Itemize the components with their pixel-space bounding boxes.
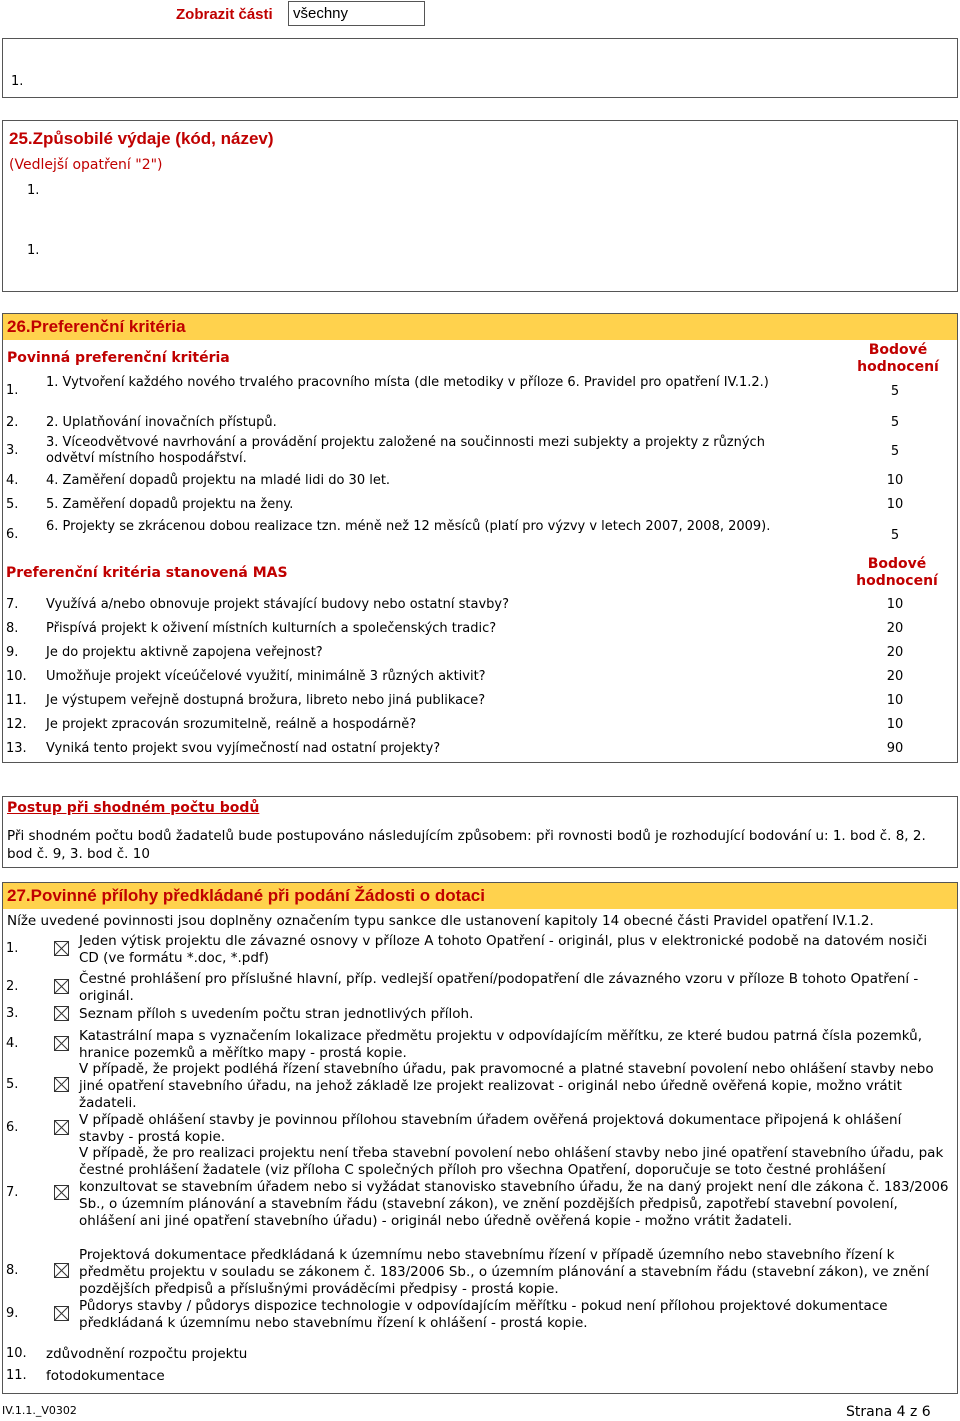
attachment-number: 5. xyxy=(6,1077,19,1092)
criterion-number: 6. xyxy=(6,527,19,542)
checked-checkbox-icon[interactable] xyxy=(54,1185,69,1200)
section-27-header xyxy=(3,883,957,909)
criterion-points: 5 xyxy=(890,415,900,430)
mas-criterion-points: 20 xyxy=(886,621,904,636)
show-parts-label: Zobrazit části xyxy=(176,6,273,23)
tie-text: Při shodném počtu bodů žadatelů bude postupováno následujícím způsobem: při rovnosti bodů je rozhodující bodování u: 1. bod č. 8, 2. bod č. 9, 3. bod č. 10 xyxy=(7,828,926,862)
criterion-points: 5 xyxy=(890,528,900,543)
checked-checkbox-icon[interactable] xyxy=(54,1263,69,1278)
section-26-title: 26.Preferenční kritéria xyxy=(7,317,186,336)
footer-code: IV.1.1._V0302 xyxy=(2,1404,77,1417)
criterion-number: 5. xyxy=(6,497,19,512)
mas-criterion-text: Využívá a/nebo obnovuje projekt stávající budovy nebo ostatní stavby? xyxy=(46,597,509,612)
tie-title: Postup při shodném počtu bodů xyxy=(7,800,260,816)
item-number: 1. xyxy=(27,183,40,198)
attachment-text: V případě, že projekt podléhá řízení stavebního úřadu, pak pravomocné a platné stavební povolení nebo ohlášení stavby nebo jiné opatření stavebního úřadu, na jehož základě lze projekt realizovat - originál nebo úředně ověřená kopie, možno vrátit žadateli. xyxy=(79,1061,934,1111)
tie-box xyxy=(2,796,958,868)
attachment-number: 4. xyxy=(6,1036,19,1051)
mas-criterion-points: 10 xyxy=(886,597,904,612)
mas-criterion-number: 12. xyxy=(6,717,27,732)
checked-checkbox-icon[interactable] xyxy=(54,1306,69,1321)
mas-criterion-number: 8. xyxy=(6,621,19,636)
section-24-box xyxy=(2,38,958,98)
attachment-number: 11. xyxy=(6,1368,27,1383)
mas-criterion-text: Je do projektu aktivně zapojena veřejnost? xyxy=(46,645,323,660)
section-27-intro: Níže uvedené povinnosti jsou doplněny označením typu sankce dle ustanovení kapitoly 14 obecné části Pravidel opatření IV.1.2. xyxy=(7,913,874,929)
checked-checkbox-icon[interactable] xyxy=(54,941,69,956)
item-number: 1. xyxy=(11,74,24,89)
points-header: Bodové hodnocení xyxy=(857,342,939,375)
mas-criterion-text: Je projekt zpracován srozumitelně, reálně a hospodárně? xyxy=(46,717,417,732)
mas-criterion-points: 10 xyxy=(886,717,904,732)
section-26-header xyxy=(3,314,957,340)
attachment-number: 3. xyxy=(6,1006,19,1021)
criterion-number: 1. xyxy=(6,383,19,398)
attachment-text: zdůvodnění rozpočtu projektu xyxy=(46,1346,248,1362)
attachment-text: Seznam příloh s uvedením počtu stran jednotlivých příloh. xyxy=(79,1006,474,1022)
criterion-text: 4. Zaměření dopadů projektu na mladé lidi do 30 let. xyxy=(46,473,391,488)
mas-criterion-text: Vyniká tento projekt svou vyjímečností nad ostatní projekty? xyxy=(46,741,441,756)
criterion-text: 6. Projekty se zkrácenou dobou realizace tzn. méně než 12 měsíců (platí pro výzvy v letech 2007, 2008, 2009). xyxy=(46,519,771,534)
mas-criterion-number: 11. xyxy=(6,693,27,708)
attachment-number: 10. xyxy=(6,1346,27,1361)
mas-criterion-text: Umožňuje projekt víceúčelové využití, minimálně 3 různých aktivit? xyxy=(46,669,486,684)
attachment-text: V případě, že pro realizaci projektu není třeba stavební povolení nebo ohlášení stavby nebo jiné opatření stavebního úřadu, pak čestné prohlášení žadatele (viz příloha C společných příloh pro všechna Opatření, doporučuje se toto čestné prohlášení konzultovat se stavebním úřadem nebo si vyžádat stanovisko stavebního úřadu, že na daný projekt není dle zákona č. 183/2006 Sb., o územním plánování a stavebním řádu (stavební zákon), ve znění pozdějších předpisů, zapotřebí stavební povolení, ohlášení ani jiné opatření stavebního úřadu) - originál nebo úředně ověřená kopie - možno vrátit žadateli. xyxy=(79,1145,949,1229)
criterion-points: 10 xyxy=(886,497,904,512)
attachment-number: 1. xyxy=(6,941,19,956)
attachment-text: fotodokumentace xyxy=(46,1368,165,1384)
criterion-points: 10 xyxy=(886,473,904,488)
criterion-text: 2. Uplatňování inovačních přístupů. xyxy=(46,415,277,430)
mas-criteria-title: Preferenční kritéria stanovená MAS xyxy=(6,565,288,581)
attachment-text: V případě ohlášení stavby je povinnou přílohou stavebním úřadem ověřená projektová dokumentace připojená k ohlášení stavby - prostá kopie. xyxy=(79,1112,902,1145)
checked-checkbox-icon[interactable] xyxy=(54,1036,69,1051)
checked-checkbox-icon[interactable] xyxy=(54,979,69,994)
attachment-number: 7. xyxy=(6,1185,19,1200)
mas-criterion-number: 13. xyxy=(6,741,27,756)
mas-criterion-points: 20 xyxy=(886,645,904,660)
attachment-number: 8. xyxy=(6,1263,19,1278)
mas-points-header: Bodové hodnocení xyxy=(856,556,938,589)
criterion-number: 2. xyxy=(6,415,19,430)
attachment-text: Projektová dokumentace předkládaná k územnímu nebo stavebnímu řízení v případě územního nebo stavebního řízení k předmětu projektu v souladu se zákonem č. 183/2006 Sb., o územním plánování a stavebním řádu (stavební zákon), ve znění pozdějších předpisů a příslušnými prováděcími předpisy - prostá kopie. xyxy=(79,1247,930,1297)
criterion-text: 5. Zaměření dopadů projektu na ženy. xyxy=(46,497,294,512)
criterion-text: 1. Vytvoření každého nového trvalého pracovního místa (dle metodiky v příloze 6. Pravidel pro opatření IV.1.2.) xyxy=(46,375,769,390)
checked-checkbox-icon[interactable] xyxy=(54,1077,69,1092)
attachment-text: Katastrální mapa s vyznačením lokalizace předmětu projektu v odpovídajícím měřítku, ze které budou patrná čísla pozemků, hranice pozemků a měřítko mapy - prostá kopie. xyxy=(79,1028,923,1061)
attachment-text: Půdorys stavby / půdorys dispozice technologie v odpovídajícím měřítku - pokud není přílohou projektové dokumentace předkládaná k územnímu nebo stavebnímu řízení k ohlášení - prostá kopie. xyxy=(79,1298,888,1331)
mas-criterion-number: 9. xyxy=(6,645,19,660)
attachment-number: 6. xyxy=(6,1120,19,1135)
criterion-text: 3. Víceodvětvové navrhování a provádění projektu založené na součinnosti mezi subjekty a projekty z různých odvětví místního hospodářství. xyxy=(46,435,765,466)
criterion-points: 5 xyxy=(890,444,900,459)
mas-criterion-points: 20 xyxy=(886,669,904,684)
mas-criterion-points: 10 xyxy=(886,693,904,708)
mas-criterion-text: Přispívá projekt k oživení místních kulturních a společenských tradic? xyxy=(46,621,497,636)
attachment-number: 2. xyxy=(6,979,19,994)
mandatory-criteria-title: Povinná preferenční kritéria xyxy=(7,350,230,366)
mas-criterion-number: 10. xyxy=(6,669,27,684)
criterion-number: 4. xyxy=(6,473,19,488)
section-25-title: 25.Způsobilé výdaje (kód, název) xyxy=(9,129,274,148)
criterion-number: 3. xyxy=(6,443,19,458)
attachment-text: Čestné prohlášení pro příslušné hlavní, příp. vedlejší opatření/podopatření dle závazného vzoru v příloze B tohoto Opatření - originál. xyxy=(79,971,919,1004)
mas-criterion-points: 90 xyxy=(886,741,904,756)
checked-checkbox-icon[interactable] xyxy=(54,1120,69,1135)
section-27-title: 27.Povinné přílohy předkládané při podání Žádosti o dotaci xyxy=(7,886,485,905)
item-number: 1. xyxy=(27,243,40,258)
section-25-box xyxy=(2,120,958,292)
criterion-points: 5 xyxy=(890,384,900,399)
section-25-subtitle: (Vedlejší opatření "2") xyxy=(9,157,163,173)
checked-checkbox-icon[interactable] xyxy=(54,1006,69,1021)
mas-criterion-text: Je výstupem veřejně dostupná brožura, libreto nebo jiná publikace? xyxy=(46,693,486,708)
parts-select[interactable]: všechny xyxy=(288,1,425,26)
attachment-number: 9. xyxy=(6,1306,19,1321)
attachment-text: Jeden výtisk projektu dle závazné osnovy v příloze A tohoto Opatření - originál, plus v elektronické podobě na datovém nosiči CD (ve formátu *.doc, *.pdf) xyxy=(79,933,928,966)
mas-criterion-number: 7. xyxy=(6,597,19,612)
footer-page: Strana 4 z 6 xyxy=(846,1404,931,1420)
